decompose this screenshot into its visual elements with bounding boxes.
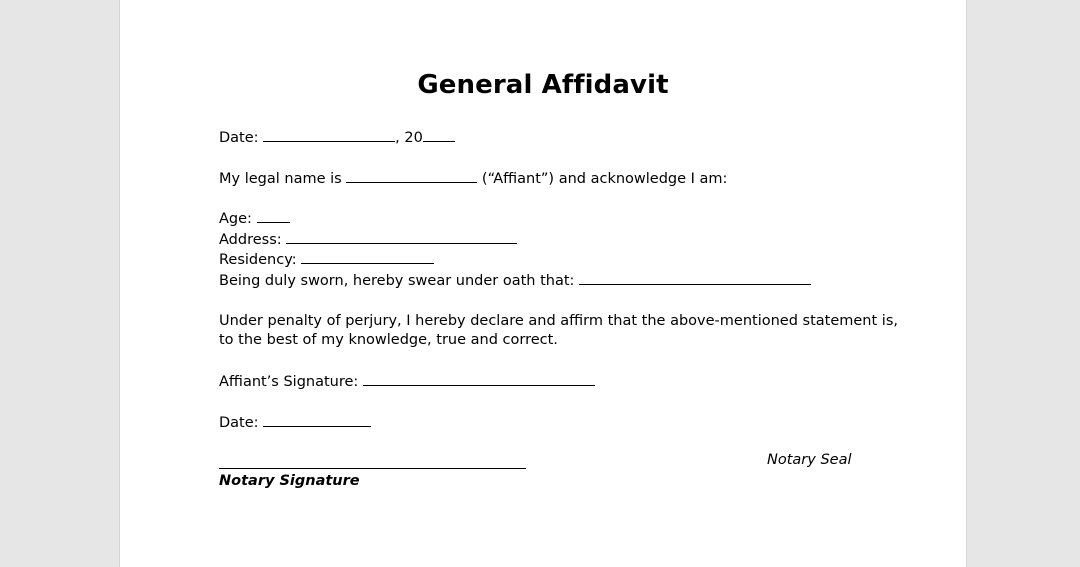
sworn-blank[interactable]	[579, 270, 811, 285]
notary-signature-blank[interactable]	[219, 468, 526, 469]
date-label: Date:	[219, 130, 259, 146]
date-blank[interactable]	[263, 127, 395, 142]
document-title: General Affidavit	[417, 70, 669, 100]
date2-line	[219, 412, 371, 433]
age-blank[interactable]	[257, 208, 290, 223]
sworn-label: Being duly sworn, hereby swear under oath that:	[219, 273, 575, 289]
residency-blank[interactable]	[301, 249, 434, 264]
perjury-line-1: Under penalty of perjury, I hereby declare and affirm that the above-mentioned statement is,	[219, 313, 898, 329]
age-label: Age:	[219, 211, 252, 227]
year-blank[interactable]	[423, 127, 455, 142]
date2-label: Date:	[219, 415, 259, 431]
affiant-signature-blank[interactable]	[363, 371, 595, 386]
date-year-prefix: , 20	[395, 130, 423, 146]
date-line	[219, 127, 455, 148]
legal-name-suffix: (“Affiant”) and acknowledge I am:	[481, 171, 728, 187]
affiant-signature-line	[219, 371, 595, 392]
residency-line	[219, 249, 434, 270]
document-page[interactable]	[119, 0, 967, 567]
affiant-signature-label: Affiant’s Signature:	[219, 374, 359, 390]
legal-name-prefix: My legal name is	[219, 171, 342, 187]
age-line	[219, 208, 290, 229]
legal-name-blank[interactable]	[346, 168, 477, 183]
address-blank[interactable]	[286, 229, 517, 244]
address-line	[219, 229, 517, 250]
notary-signature-label: Notary Signature	[219, 473, 360, 489]
date2-blank[interactable]	[263, 412, 371, 427]
residency-label: Residency:	[219, 252, 297, 268]
sworn-line	[219, 270, 811, 291]
perjury-line-2: to the best of my knowledge, true and correct.	[219, 332, 558, 348]
address-label: Address:	[219, 232, 282, 248]
notary-seal-label: Notary Seal	[767, 452, 852, 468]
legal-name-line	[219, 168, 727, 189]
